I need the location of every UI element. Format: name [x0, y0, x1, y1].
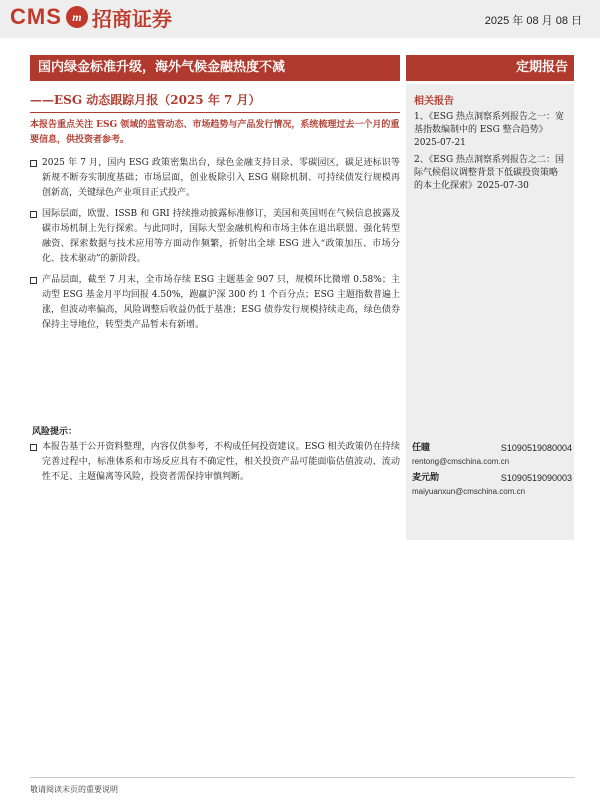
- risk-warning: [30, 440, 400, 485]
- bullet-products: [30, 273, 400, 333]
- analyst-email[interactable]: rentong@cmschina.com.cn: [412, 457, 510, 466]
- square-bullet-icon: [30, 211, 37, 218]
- analyst-list: [412, 441, 572, 501]
- header-bar: [0, 0, 600, 38]
- risk-heading: 风险提示：: [32, 427, 78, 437]
- square-bullet-icon: [30, 160, 37, 167]
- logo-text-en: CMS: [10, 4, 62, 29]
- square-bullet-icon: [30, 444, 37, 451]
- analyst-license-id: S1090519090003: [500, 473, 572, 483]
- analyst-license-id: S1090519080004: [500, 443, 572, 453]
- related-report-item[interactable]: 1、《ESG 热点洞察系列报告之一：宽基指数编制中的 ESG 整合趋势》2025-07-21: [414, 112, 565, 148]
- related-reports-heading: 相关报告: [414, 96, 454, 107]
- analyst-row: [412, 471, 572, 485]
- title-divider: [30, 112, 400, 113]
- footer-note: 敬请阅读末页的重要说明: [30, 785, 118, 794]
- analyst-row: [412, 441, 572, 455]
- analyst-name: 任瞳: [412, 443, 431, 453]
- bullet-text: 产品层面，截至 7 月末，全市场存续 ESG 主题基金 907 只，规模环比微增 0.58%；主动型 ESG 基金月平均回报 4.50%，跑赢沪深 300 约 1 个百分点；ESG 主题指数普遍上涨，但波动率偏高，风险调整后收益仍低于基准；ESG 债券发行规模持续走高，绿色债券保持主导地位，转型类产品暂未有新增。: [42, 275, 400, 330]
- logo-text-cn: 招商证券: [91, 6, 172, 31]
- report-subtitle: ——ESG 动态跟踪月报（2025 年 7 月）: [30, 93, 261, 107]
- company-logo: [10, 4, 172, 30]
- bullet-text: 2025 年 7 月，国内 ESG 政策密集出台，绿色金融支持目录、零碳园区，碳足迹标识等新规不断夯实制度基础；市场层面，创业板除引入 ESG 剔除机制、可持续债发行规模再创新高，关键绿色产业项目正式投产。: [42, 158, 400, 198]
- bullet-domestic: [30, 156, 400, 201]
- logo-mark-icon: m: [66, 6, 88, 28]
- report-type-label: 定期报告: [406, 55, 574, 81]
- bullet-international: [30, 207, 400, 267]
- risk-text: 本报告基于公开资料整理，内容仅供参考，不构成任何投资建议。ESG 相关政策仍在持续完善过程中，标准体系和市场反应具有不确定性，相关投资产品可能面临估值波动、流动性不足、主题偏离等风险，投资者需保持审慎判断。: [42, 442, 400, 482]
- report-date: 2025 年 08 月 08 日: [484, 15, 582, 27]
- analyst-email[interactable]: maiyuanxun@cmschina.com.cn: [412, 487, 526, 496]
- related-report-item[interactable]: 2、《ESG 热点洞察系列报告之二：国际气候倡议调整背景下低碳投资策略的本土化探索》2025-07-30: [414, 155, 565, 191]
- report-title: 国内绿金标准升级，海外气候金融热度不减: [30, 55, 400, 81]
- bullet-text: 国际层面，欧盟、ISSB 和 GRI 持续推动披露标准修订，美国和英国则在气候信息披露及碳市场机制上先行探索。与此同时，国际大型金融机构和市场主体在退出联盟、强化转型融资、探索数据与技术应用等方面动作频繁，折射出全球 ESG 进入“政策加压、市场分化、技术驱动”的新阶段。: [42, 209, 400, 264]
- intro-summary: 本报告重点关注 ESG 领域的监管动态、市场趋势与产品发行情况，系统梳理过去一个月的重要信息，供投资者参考。: [30, 120, 400, 145]
- analyst-name: 麦元勋: [412, 473, 440, 483]
- footer-divider: [30, 777, 575, 778]
- square-bullet-icon: [30, 277, 37, 284]
